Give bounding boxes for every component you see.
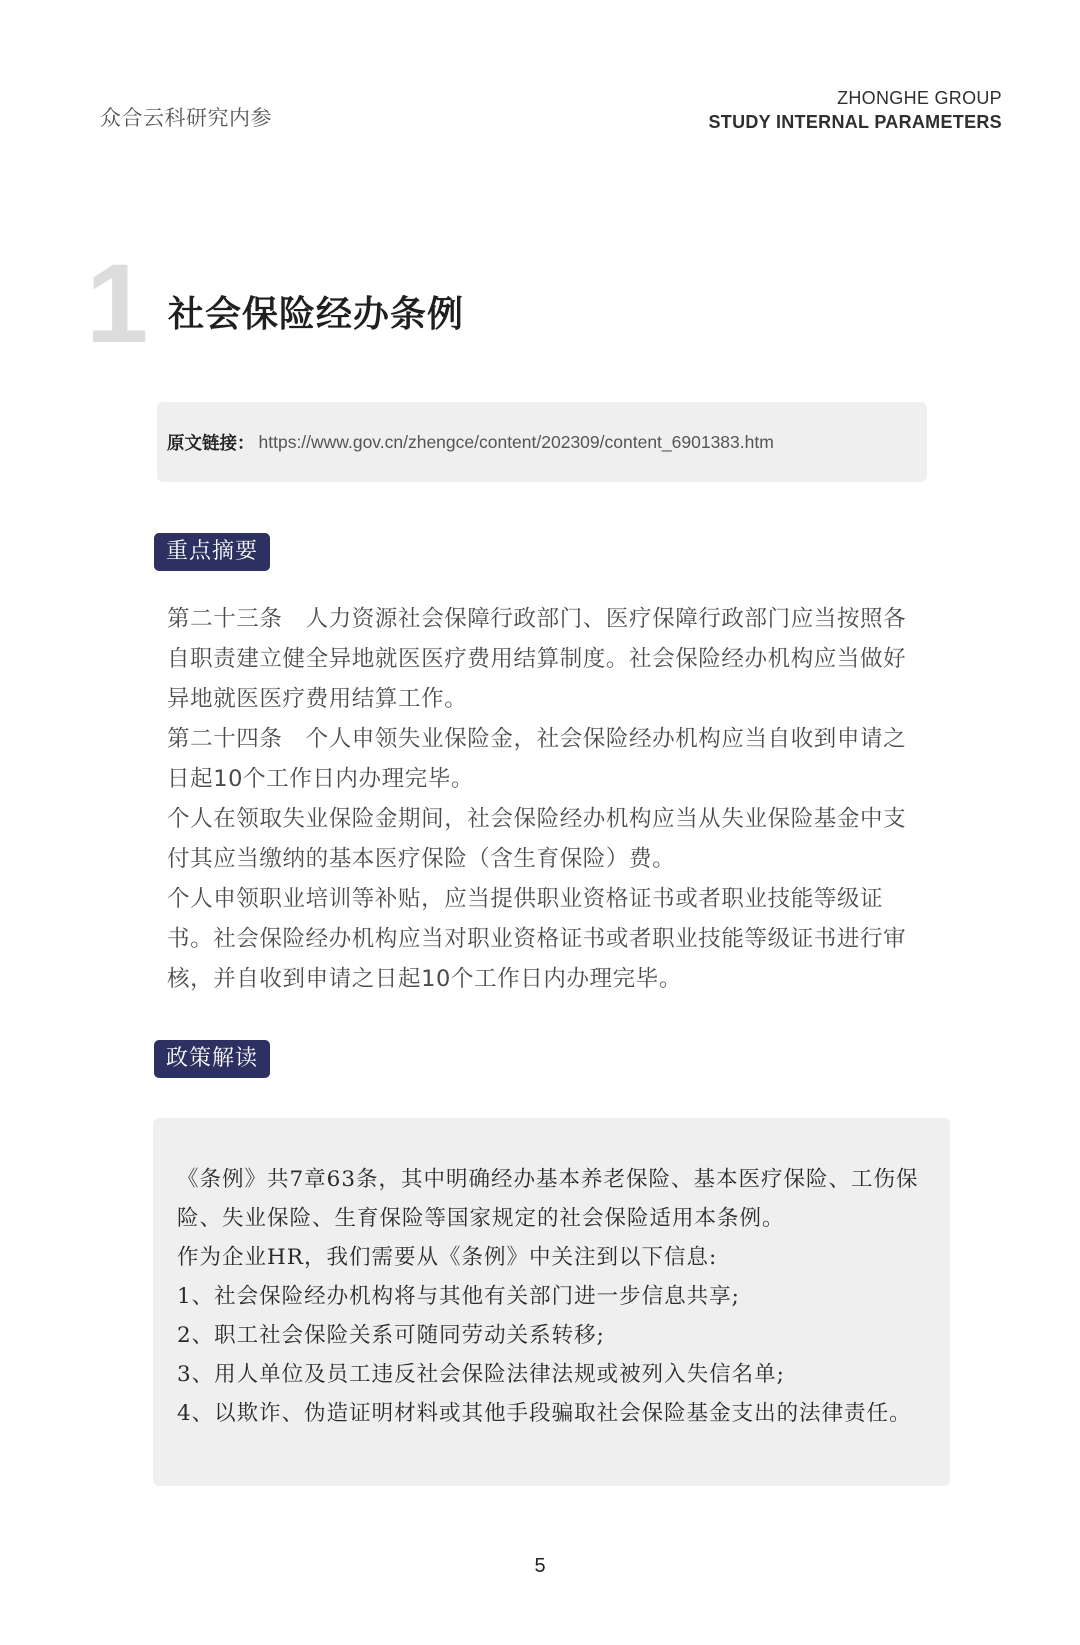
analysis-tag: 政策解读 — [154, 1040, 270, 1078]
brand-subtitle: STUDY INTERNAL PARAMETERS — [708, 112, 1002, 132]
section-number: 1 — [86, 241, 149, 366]
page-number: 5 — [534, 1555, 546, 1577]
section-title: 社会保险经办条例 — [168, 294, 465, 335]
summary-tag: 重点摘要 — [154, 533, 270, 571]
brand-name: ZHONGHE GROUP — [837, 88, 1002, 108]
analysis-list-item: 2、职工社会保险关系可随同劳动关系转移; — [177, 1323, 605, 1348]
brand-header — [708, 86, 1002, 134]
summary-paragraph: 第二十三条 人力资源社会保障行政部门、医疗保障行政部门应当按照各自职责建立健全异地就医医疗费用结算制度。社会保险经办机构应当做好异地就医医疗费用结算工作。 — [167, 606, 907, 712]
summary-paragraph: 第二十四条 个人申领失业保险金，社会保险经办机构应当自收到申请之日起10个工作日内办理完毕。 — [167, 726, 907, 792]
summary-paragraph: 个人申领职业培训等补贴，应当提供职业资格证书或者职业技能等级证书。社会保险经办机构应当对职业资格证书或者职业技能等级证书进行审核，并自收到申请之日起10个工作日内办理完毕。 — [167, 886, 907, 992]
analysis-list-item: 1、社会保险经办机构将与其他有关部门进一步信息共享; — [177, 1284, 740, 1309]
analysis-box — [153, 1118, 950, 1486]
source-link-label: 原文链接： — [167, 433, 255, 454]
analysis-paragraph: 作为企业HR，我们需要从《条例》中关注到以下信息: — [177, 1245, 718, 1270]
summary-paragraph: 个人在领取失业保险金期间，社会保险经办机构应当从失业保险基金中支付其应当缴纳的基本医疗保险（含生育保险）费。 — [167, 806, 907, 872]
summary-body — [167, 599, 927, 999]
analysis-list-item: 4、以欺诈、伪造证明材料或其他手段骗取社会保险基金支出的法律责任。 — [177, 1401, 912, 1426]
analysis-paragraph: 《条例》共7章63条，其中明确经办基本养老保险、基本医疗保险、工伤保险、失业保险、生育保险等国家规定的社会保险适用本条例。 — [177, 1167, 919, 1231]
source-link-box — [157, 402, 927, 482]
source-link-url[interactable]: https://www.gov.cn/zhengce/content/202309/content_6901383.htm — [258, 431, 774, 452]
analysis-list-item: 3、用人单位及员工违反社会保险法律法规或被列入失信名单; — [177, 1362, 785, 1387]
publication-title: 众合云科研究内参 — [100, 106, 272, 130]
